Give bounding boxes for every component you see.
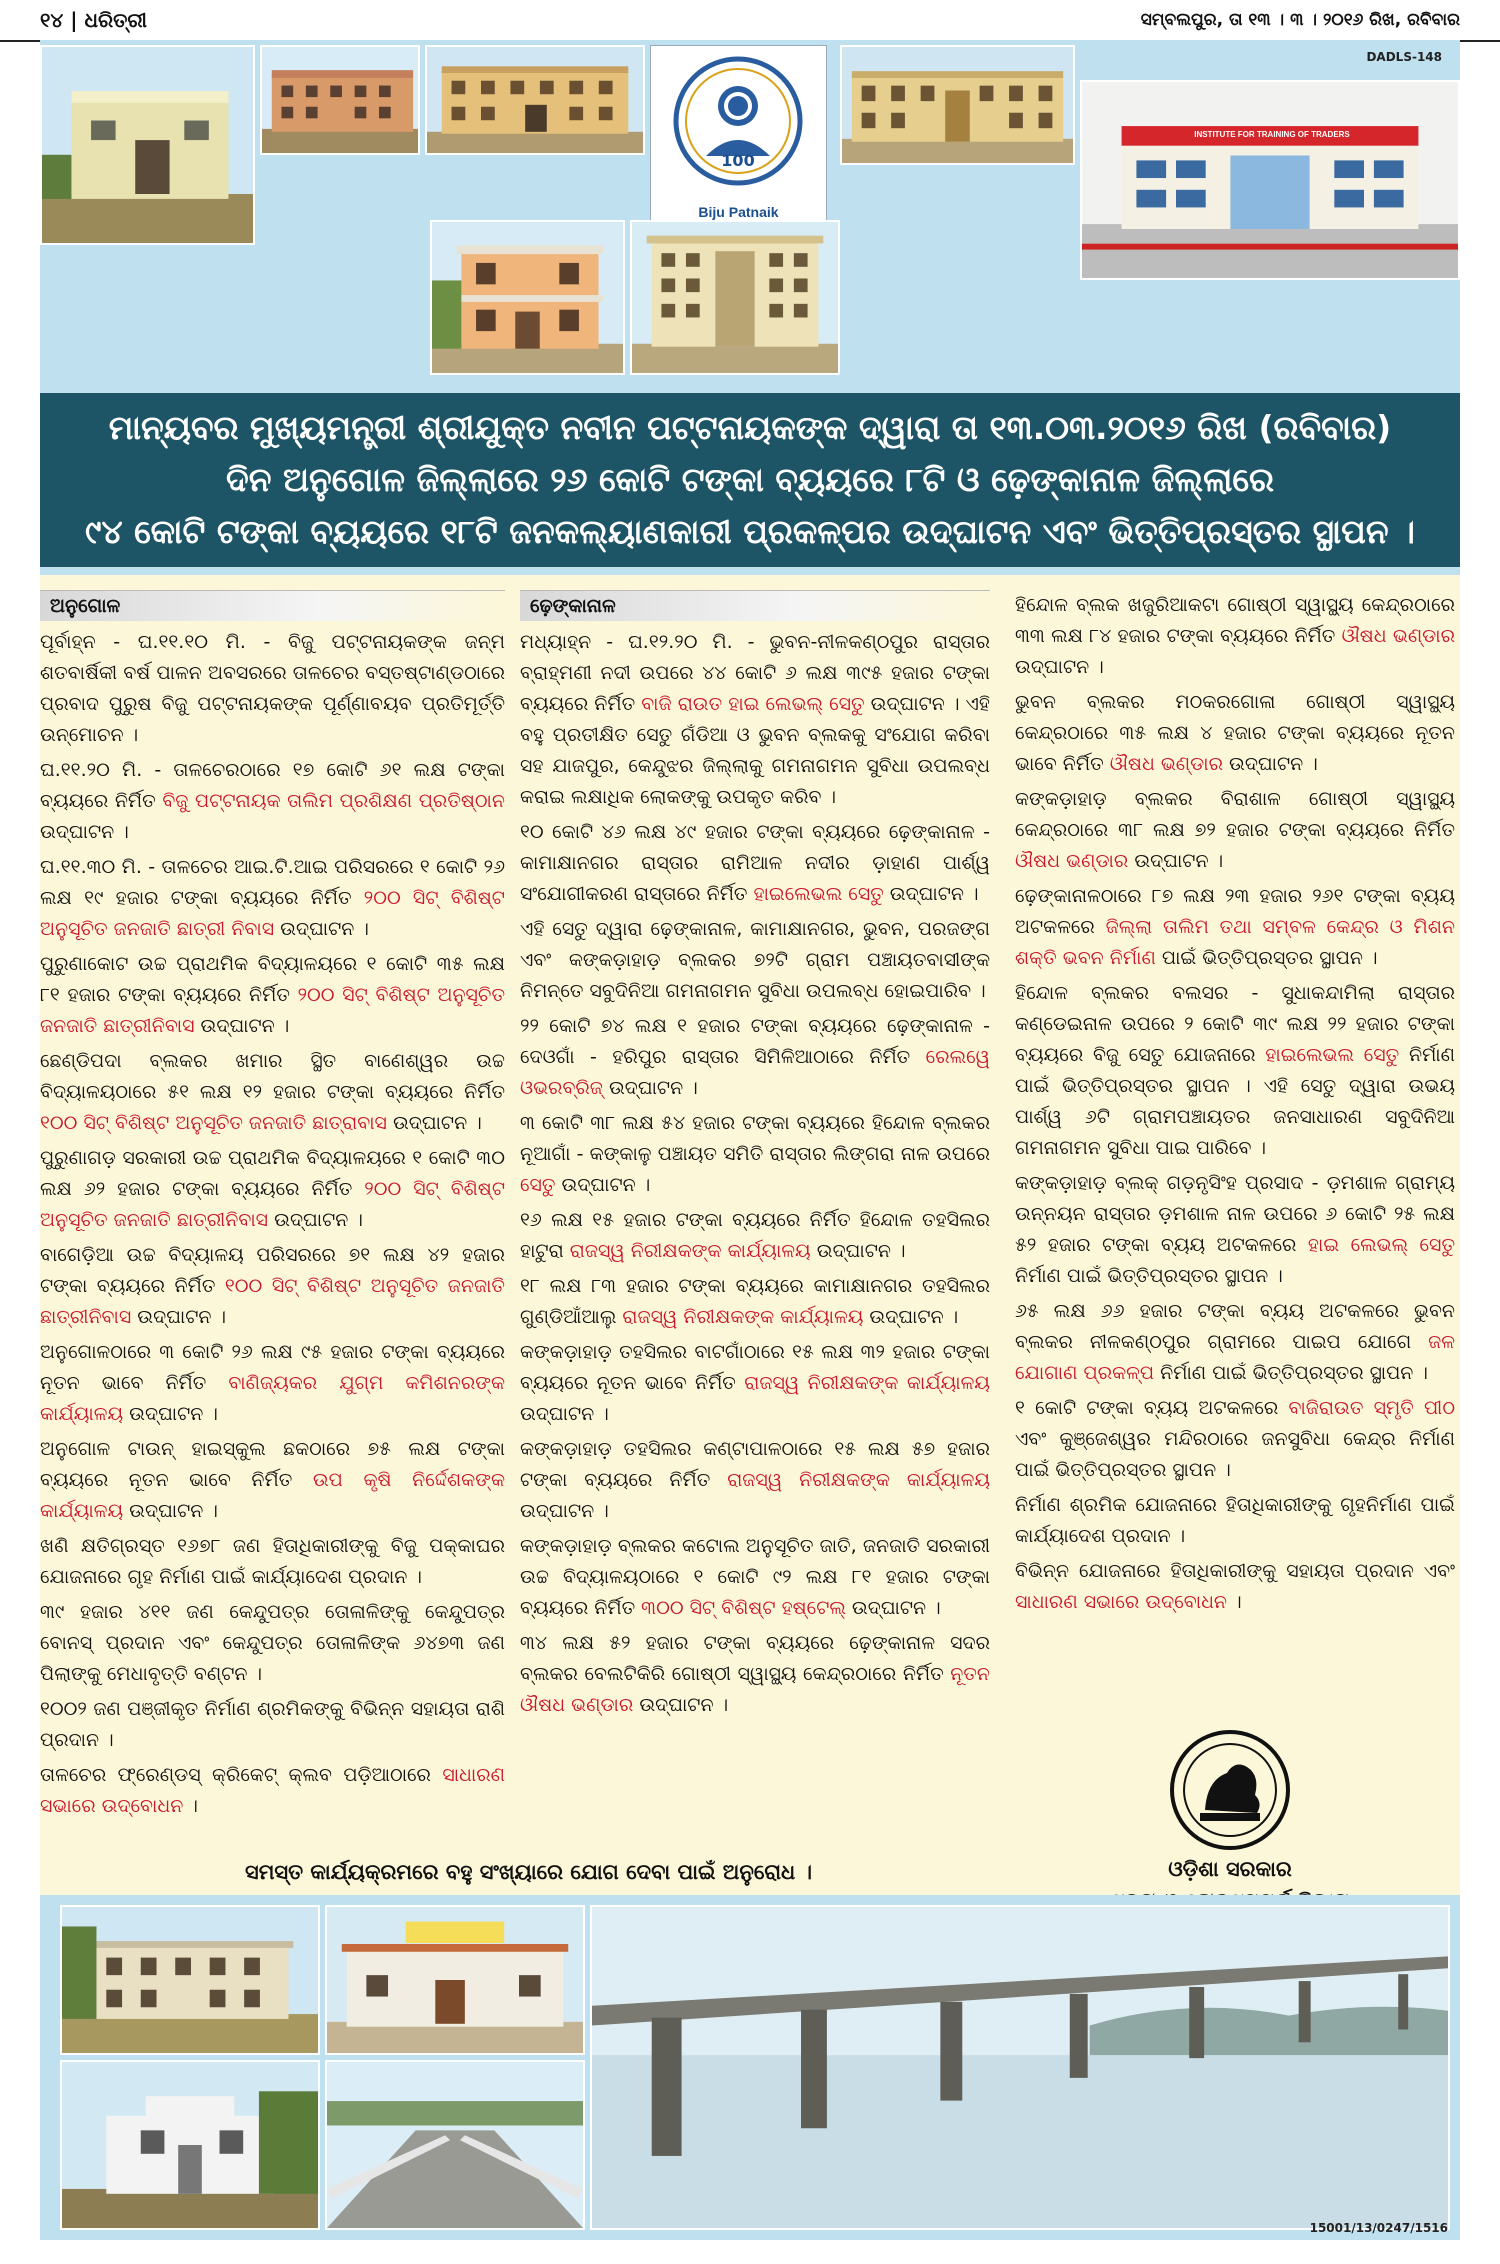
item-text: କଙ୍କଡ଼ାହାଡ଼ ତହସିଲର ବାଟଗାଁଠାରେ ୧୫ ଲକ୍ଷ ୩୨ ହଜାର ଟଙ୍କା ବ୍ୟୟରେ ନୂତନ ଭାବେ ନିର୍ମିତ bbox=[520, 1341, 990, 1394]
angul-item bbox=[40, 1143, 505, 1236]
appeal-text: ସମସ୍ତ କାର୍ଯ୍ୟକ୍ରମରେ ବହୁ ସଂଖ୍ୟାରେ ଯୋଗ ଦେବା ପାଇଁ ଅନୁରୋଧ । bbox=[245, 1860, 813, 1884]
item-text: ୩୯ ହଜାର ୪୧୧ ଜଣ କେନ୍ଦୁପତ୍ର ତୋଳାଳିଙ୍କୁ କେନ୍ଦୁପତ୍ର ବୋନସ୍ ପ୍ରଦାନ ଏବଂ କେନ୍ଦୁପତ୍ର ତୋଳାଳିଙ୍କ ୬୪୭୩ ଜଣ ପିଲାଙ୍କୁ ମେଧାବୃତ୍ତି ବଣ୍ଟନ । bbox=[40, 1601, 505, 1685]
dhenkanal-item bbox=[520, 1434, 990, 1527]
item-text: ପୁରୁଣାକୋଟ ଉଚ୍ଚ ପ୍ରାଥମିକ ବିଦ୍ୟାଳୟରେ ୧ କୋଟି ୩୫ ଲକ୍ଷ ୮୧ ହଜାର ଟଙ୍କା ବ୍ୟୟରେ ନିର୍ମିତ bbox=[40, 953, 505, 1006]
dhenkanal-item bbox=[1015, 1556, 1455, 1618]
item-text: ୩୪ ଲକ୍ଷ ୫୨ ହଜାର ଟଙ୍କା ବ୍ୟୟରେ ଢ଼େଙ୍କାନାଳ ସଦର ବ୍ଲକର ବେଲଟିକିରି ଗୋଷ୍ଠୀ ସ୍ୱାସ୍ଥ୍ୟ କେନ୍ଦ୍ରଠାରେ ନିର୍ମିତ bbox=[520, 1632, 990, 1685]
item-text: ଛେଣ୍ଡିପଦା ବ୍ଲକର ଖମାର ସ୍ଥିତ ବାଣେଶ୍ୱର ଉଚ୍ଚ ବିଦ୍ୟାଳୟଠାରେ ୫୧ ଲକ୍ଷ ୧୨ ହଜାର ଟଙ୍କା ବ୍ୟୟରେ ନିର୍ମିତ bbox=[40, 1050, 505, 1103]
building-photo-6 bbox=[630, 220, 840, 375]
dhenkanal-list-continued bbox=[1015, 590, 1455, 1618]
ad-code: DADLS-148 bbox=[1366, 50, 1442, 64]
angul-item bbox=[40, 1337, 505, 1430]
angul-column bbox=[40, 590, 505, 1826]
building-photo-3 bbox=[425, 45, 645, 155]
dhenkanal-item bbox=[520, 1205, 990, 1267]
item-text: ଢ଼େଙ୍କାନାଳଠାରେ ୮୭ ଲକ୍ଷ ୨୩ ହଜାର ୨୬୧ ଟଙ୍କା ବ୍ୟୟ ଅଟକଳରେ bbox=[1015, 885, 1455, 938]
item-text: ବାଗେଡ଼ିଆ ଉଚ୍ଚ ବିଦ୍ୟାଳୟ ପରିସରରେ ୭୧ ଲକ୍ଷ ୪୨ ହଜାର ଟଙ୍କା ବ୍ୟୟରେ ନିର୍ମିତ bbox=[40, 1244, 505, 1297]
dhenkanal-item bbox=[520, 914, 990, 1007]
dhenkanal-item bbox=[520, 1531, 990, 1624]
item-highlight: ବାଜି ରାଉତ ହାଇ ଲେଭଲ୍ ସେତୁ bbox=[641, 693, 865, 715]
item-text: ୩ କୋଟି ୩୮ ଲକ୍ଷ ୫୪ ହଜାର ଟଙ୍କା ବ୍ୟୟରେ ହିନ୍ଦୋଳ ବ୍ଲକର ନୂଆଗାଁ - କଙ୍କାଳୁ ପଞ୍ଚାୟତ ସମିତି ରାସ୍ତାର ଲିଙ୍ଗରା ନାଳ ଉପରେ bbox=[520, 1112, 990, 1165]
item-highlight: ଔଷଧ ଭଣ୍ଡାର bbox=[1109, 753, 1223, 775]
item-tail: ଉଦ୍‌ଘାଟନ । bbox=[131, 1306, 227, 1328]
item-highlight: ବାଜିରାଉତ ସ୍ମୃତି ପୀଠ bbox=[1288, 1397, 1455, 1419]
angul-item bbox=[40, 627, 505, 751]
item-highlight: ରାଜସ୍ୱ ନିରୀକ୍ଷକଙ୍କ କାର୍ଯ୍ୟାଳୟ bbox=[744, 1372, 990, 1394]
item-highlight: ୨୦୦ ସିଟ୍ ବିଶିଷ୍ଟ ଅନୁସୂଚିତ ଜନଜାତି ଛାତ୍ରୀନିବାସ bbox=[40, 984, 505, 1037]
dhenkanal-item bbox=[1015, 978, 1455, 1164]
dhenkanal-item bbox=[520, 1108, 990, 1201]
item-text: ଘ.୧୧.୩୦ ମି. - ତାଳଚେର ଆଇ.ଟି.ଆଇ ପରିସରରେ ୧ କୋଟି ୨୬ ଲକ୍ଷ ୧୯ ହଜାର ଟଙ୍କା ବ୍ୟୟରେ ନିର୍ମିତ bbox=[40, 856, 505, 909]
item-highlight: ହାଇ ଲେଭଲ୍ ସେତୁ bbox=[1307, 1234, 1455, 1256]
item-text: ୧୦୦୨ ଜଣ ପଞ୍ଜୀକୃତ ନିର୍ମାଣ ଶ୍ରମିକଙ୍କୁ ବିଭିନ୍ନ ସହାୟତା ରାଶି ପ୍ରଦାନ । bbox=[40, 1698, 505, 1751]
item-text: ହିନ୍ଦୋଳ ବ୍ଲକ ଖଜୁରିଆକଟା ଗୋଷ୍ଠୀ ସ୍ୱାସ୍ଥ୍ୟ କେନ୍ଦ୍ରଠାରେ ୩୩ ଲକ୍ଷ ୮୪ ହଜାର ଟଙ୍କା ବ୍ୟୟରେ ନିର୍ମିତ bbox=[1015, 594, 1455, 647]
item-highlight: ବାଣିଜ୍ୟକର ଯୁଗ୍ମ କମିଶନରଙ୍କ କାର୍ଯ୍ୟାଳୟ bbox=[40, 1372, 505, 1425]
dhenkanal-column bbox=[520, 590, 990, 1725]
item-highlight: ଔଷଧ ଭଣ୍ଡାର bbox=[1015, 850, 1129, 872]
angul-item bbox=[40, 1531, 505, 1593]
item-highlight: ୨୦୦ ସିଟ୍ ବିଶିଷ୍ଟ ଅନୁସୂଚିତ ଜନଜାତି ଛାତ୍ରୀ ନିବାସ bbox=[40, 887, 505, 940]
bottom-code: 15001/13/0247/1516 bbox=[1309, 2221, 1448, 2235]
building-photo-institute bbox=[1080, 80, 1460, 280]
item-text: ଖଣି କ୍ଷତିଗ୍ରସ୍ତ ୧୬୭୮ ଜଣ ହିତାଧିକାରୀଙ୍କୁ ବିଜୁ ପକ୍କାଘର ଯୋଜନାରେ ଗୃହ ନିର୍ମାଣ ପାଇଁ କାର୍ଯ୍ୟାଦେଶ ପ୍ରଦାନ । bbox=[40, 1535, 505, 1588]
item-tail: ଉଦ୍‌ଘାଟନ । bbox=[123, 1500, 218, 1522]
item-highlight: ୧୦୦ ସିଟ୍ ବିଶିଷ୍ଟ ଅନୁସୂଚିତ ଜନଜାତି ଛାତ୍ରାବାସ bbox=[40, 1112, 387, 1134]
dhenkanal-column-continued bbox=[1015, 590, 1455, 1622]
dhenkanal-item bbox=[520, 1011, 990, 1104]
item-tail: ଉଦ୍‌ଘାଟନ । bbox=[123, 1403, 218, 1425]
dhenkanal-item bbox=[1015, 1296, 1455, 1389]
item-tail: ଉଦ୍‌ଘାଟନ । bbox=[194, 1015, 290, 1037]
item-highlight: ରାଜସ୍ୱ ନିରୀକ୍ଷକଙ୍କ କାର୍ଯ୍ୟାଳୟ bbox=[622, 1306, 864, 1328]
institute-sign: INSTITUTE FOR TRAINING OF TRADERS bbox=[1194, 130, 1350, 139]
dhenkanal-item bbox=[1015, 1168, 1455, 1292]
item-tail: ଉଦ୍‌ଘାଟନ । bbox=[520, 1500, 609, 1522]
page-header bbox=[0, 0, 1500, 42]
dhenkanal-item bbox=[1015, 1490, 1455, 1552]
item-highlight: ହାଇଲେଭଲ ସେତୁ bbox=[1265, 1044, 1400, 1066]
headline-line-2: ଦିନ ଅନୁଗୋଳ ଜିଲ୍ଲାରେ ୨୬ କୋଟି ଟଙ୍କା ବ୍ୟୟରେ ୮ଟି ଓ ଢ଼େଙ୍କାନାଳ ଜିଲ୍ଲାରେ bbox=[226, 460, 1274, 499]
item-tail: ଉଦ୍‌ଘାଟନ । bbox=[602, 1077, 698, 1099]
item-text: ୧୮ ଲକ୍ଷ ୮୩ ହଜାର ଟଙ୍କା ବ୍ୟୟରେ କାମାକ୍ଷାନଗର ତହସିଲର ଗୁଣ୍ଡିଆଁଆଲୁ bbox=[520, 1275, 990, 1328]
dhenkanal-item bbox=[520, 1628, 990, 1721]
item-highlight: ସାଧାରଣ ସଭାରେ ଉଦ୍‌ବୋଧନ bbox=[40, 1764, 505, 1817]
top-photo-band bbox=[40, 40, 1460, 385]
item-text: ୧୦ କୋଟି ୪୬ ଲକ୍ଷ ୪୯ ହଜାର ଟଙ୍କା ବ୍ୟୟରେ ଢ଼େଙ୍କାନାଳ - କାମାକ୍ଷାନଗର ରାସ୍ତାର ରାମିଆଳ ନଦୀର ଡ଼ାହାଣ ପାର୍ଶ୍ୱ ସଂଯୋଗୀକରଣ ରାସ୍ତାରେ ନିର୍ମିତ bbox=[520, 821, 990, 905]
item-highlight: ରାଜସ୍ୱ ନିରୀକ୍ଷକଙ୍କ କାର୍ଯ୍ୟାଳୟ bbox=[569, 1240, 811, 1262]
item-text: ଅନୁଗୋଳଠାରେ ୩ କୋଟି ୨୬ ଲକ୍ଷ ୯୫ ହଜାର ଟଙ୍କା ବ୍ୟୟରେ ନୂତନ ଭାବେ ନିର୍ମିତ bbox=[40, 1341, 505, 1394]
item-tail: ଉଦ୍‌ଘାଟନ । bbox=[40, 821, 129, 843]
item-highlight: ଜଳ ଯୋଗାଣ ପ୍ରକଳ୍ପ bbox=[1015, 1331, 1455, 1384]
dhenkanal-list bbox=[520, 627, 990, 1721]
bottom-photo-2 bbox=[325, 1905, 585, 2055]
item-highlight: ନୂତନ ଔଷଧ ଭଣ୍ଡାର bbox=[520, 1663, 990, 1716]
angul-item bbox=[40, 852, 505, 945]
item-tail: ଉଦ୍‌ଘାଟନ । bbox=[274, 918, 369, 940]
item-text: ଘ.୧୧.୨୦ ମି. - ତାଳଚେରଠାରେ ୧୭ କୋଟି ୬୧ ଲକ୍ଷ ଟଙ୍କା ବ୍ୟୟରେ ନିର୍ମିତ bbox=[40, 759, 505, 812]
bottom-photo-1 bbox=[60, 1905, 320, 2055]
headline-banner bbox=[40, 385, 1460, 575]
angul-item bbox=[40, 1597, 505, 1690]
dhenkanal-item bbox=[1015, 1393, 1455, 1486]
item-highlight: ସାଧାରଣ ସଭାରେ ଉଦ୍‌ବୋଧନ bbox=[1015, 1591, 1228, 1613]
building-photo-5 bbox=[430, 220, 625, 375]
dhenkanal-item bbox=[1015, 590, 1455, 683]
angul-item bbox=[40, 1240, 505, 1333]
item-text: କଙ୍କଡ଼ାହାଡ଼ ବ୍ଲକର କଟୋଲ ଅନୁସୂଚିତ ଜାତି, ଜନଜାତି ସରକାରୀ ଉଚ୍ଚ ବିଦ୍ୟାଳୟଠାରେ ୧ କୋଟି ୯୨ ଲକ୍ଷ ୮୧ ହଜାର ଟଙ୍କା ବ୍ୟୟରେ ନିର୍ମିତ bbox=[520, 1535, 990, 1619]
item-tail: ଉଦ୍‌ଘାଟନ । bbox=[810, 1240, 906, 1262]
item-highlight: ହାଇଲେଭଲ ସେତୁ bbox=[753, 883, 884, 905]
item-text: ତାଳଚେର ଫ୍ରେଣ୍ଡସ୍ କ୍ରିକେଟ୍ କ୍ଲବ ପଡ଼ିଆଠାରେ bbox=[40, 1764, 443, 1786]
item-highlight: ବିଜୁ ପଟ୍ଟନାୟକ ତାଲିମ ପ୍ରଶିକ୍ଷଣ ପ୍ରତିଷ୍ଠାନ bbox=[162, 790, 505, 812]
item-text: ୧୬ ଲକ୍ଷ ୧୫ ହଜାର ଟଙ୍କା ବ୍ୟୟରେ ନିର୍ମିତ ହିନ୍ଦୋଳ ତହସିଲର ହାଟୁରା bbox=[520, 1209, 990, 1262]
item-tail: ଉଦ୍‌ଘାଟନ । bbox=[633, 1694, 729, 1716]
item-tail: ଉଦ୍‌ଘାଟନ । bbox=[555, 1174, 651, 1196]
headline-box bbox=[40, 393, 1460, 567]
item-tail: ଉଦ୍‌ଘାଟନ । bbox=[845, 1597, 941, 1619]
item-tail: ନିର୍ମାଣ ପାଇଁ ଭିତ୍ତିପ୍ରସ୍ତର ସ୍ଥାପନ । bbox=[1015, 1265, 1283, 1287]
item-highlight: ଔଷଧ ଭଣ୍ଡାର bbox=[1341, 625, 1456, 647]
item-text: କଙ୍କଡ଼ାହାଡ଼ ତହସିଲର କଣ୍ଟାପାଳଠାରେ ୧୫ ଲକ୍ଷ ୫୭ ହଜାର ଟଙ୍କା ବ୍ୟୟରେ ନିର୍ମିତ bbox=[520, 1438, 990, 1491]
item-highlight: ରାଜସ୍ୱ ନିରୀକ୍ଷକଙ୍କ କାର୍ଯ୍ୟାଳୟ bbox=[727, 1469, 990, 1491]
item-tail: ନିର୍ମାଣ ପାଇଁ ଭିତ୍ତିପ୍ରସ୍ତର ସ୍ଥାପନ । ଏହି ସେତୁ ଦ୍ୱାରା ଉଭୟ ପାର୍ଶ୍ୱ ୬ଟି ଗ୍ରାମପଞ୍ଚାୟତର ଜନସାଧାରଣ ସବୁଦିନିଆ ଗମନାଗମନ ସୁବିଧା ପାଇ ପାରିବେ । bbox=[1015, 1044, 1455, 1159]
dhenkanal-item bbox=[520, 627, 990, 813]
dhenkanal-item bbox=[1015, 784, 1455, 877]
item-tail: ଉଦ୍‌ଘାଟନ । ଏହି ବହୁ ପ୍ରତୀକ୍ଷିତ ସେତୁ ଗଁଡିଆ ଓ ଭୁବନ ବ୍ଲକକୁ ସଂଯୋଗ କରିବା ସହ ଯାଜପୁର, କେନ୍ଦୁଝର ଜିଲ୍ଲାକୁ ଗମନାଗମନ ସୁବିଧା ଉପଲବ୍ଧ କରାଇ ଲକ୍ଷାଧିକ ଲୋକଙ୍କୁ ଉପକୃତ କରିବ । bbox=[520, 693, 990, 808]
item-text: କଙ୍କଡ଼ାହାଡ଼ ବ୍ଲକ୍ ଗଡ଼ନୃସିଂହ ପ୍ରସାଦ - ଡ଼ମଶାଳ ଗ୍ରାମ୍ୟ ଉନ୍ନୟନ ରାସ୍ତାର ଡ଼ମଶାଳ ନାଳ ଉପରେ ୬ କୋଟି ୨୫ ଲକ୍ଷ ୫୨ ହଜାର ଟଙ୍କା ବ୍ୟୟ ଅଟକଳରେ bbox=[1015, 1172, 1455, 1256]
item-tail: ଉଦ୍‌ଘାଟନ । bbox=[1222, 753, 1318, 775]
item-tail: ଉଦ୍‌ଘାଟନ । bbox=[268, 1209, 363, 1231]
odisha-govt-emblem-icon bbox=[1165, 1725, 1295, 1855]
angul-item bbox=[40, 1694, 505, 1756]
dhenkanal-item bbox=[1015, 687, 1455, 780]
item-text: ବିଭିନ୍ନ ଯୋଜନାରେ ହିତାଧିକାରୀଙ୍କୁ ସହାୟତା ପ୍ରଦାନ ଏବଂ bbox=[1015, 1560, 1455, 1582]
angul-item bbox=[40, 755, 505, 848]
announcement-body bbox=[40, 575, 1460, 1895]
item-highlight: ୩୦୦ ସିଟ୍ ବିଶିଷ୍ଟ ହଷ୍ଟେଲ୍ bbox=[641, 1597, 846, 1619]
item-tail: ଉଦ୍‌ଘାଟନ । bbox=[883, 883, 979, 905]
item-text: ଏହି ସେତୁ ଦ୍ୱାରା ଢ଼େଙ୍କାନାଳ, କାମାକ୍ଷାନଗର, ଭୁବନ, ପରଜଙ୍ଗ ଏବଂ କଙ୍କଡ଼ାହାଡ଼ ବ୍ଲକର ୭୨ଟି ଗ୍ରାମ ପଞ୍ଚାୟତବାସୀଙ୍କ ନିମନ୍ତେ ସବୁଦିନିଆ ଗମନାଗମନ ସୁବିଧା ଉପଲବ୍ଧ ହୋଇପାରିବ । bbox=[520, 918, 990, 1002]
dhenkanal-item bbox=[520, 1337, 990, 1430]
item-tail: ଉଦ୍‌ଘାଟନ । bbox=[386, 1112, 482, 1134]
dateline: ସମ୍ବଲପୁର, ତା ୧୩ । ୩ । ୨୦୧୬ ରିଖ, ରବିବାର bbox=[1140, 10, 1460, 30]
building-photo-1 bbox=[40, 45, 255, 245]
item-tail: ଉଦ୍‌ଘାଟନ । bbox=[520, 1403, 609, 1425]
bottom-photo-3 bbox=[60, 2060, 320, 2230]
dhenkanal-heading: ଢ଼େଙ୍କାନାଳ bbox=[520, 590, 990, 621]
item-text: ଭୁବନ ବ୍ଲକର ମଠକରଗୋଳା ଗୋଷ୍ଠୀ ସ୍ୱାସ୍ଥ୍ୟ କେନ୍ଦ୍ରଠାରେ ୩୫ ଲକ୍ଷ ୪ ହଜାର ଟଙ୍କା ବ୍ୟୟରେ ନୂତନ ଭାବେ ନିର୍ମିତ bbox=[1015, 691, 1455, 775]
biju-patnaik-portrait-icon bbox=[651, 46, 826, 196]
bottom-photo-4 bbox=[325, 2060, 585, 2230]
item-tail: ଉଦ୍‌ଘାଟନ । bbox=[863, 1306, 959, 1328]
building-photo-2 bbox=[260, 45, 420, 155]
logo-title: Biju Patnaik bbox=[698, 204, 779, 220]
item-text: ୧ କୋଟି ଟଙ୍କା ବ୍ୟୟ ଅଟକଳରେ bbox=[1015, 1397, 1289, 1419]
item-text: ପୂର୍ବାହ୍ନ - ଘ.୧୧.୧୦ ମି. - ବିଜୁ ପଟ୍ଟନାୟକଙ୍କ ଜନ୍ମ ଶତବାର୍ଷିକୀ ବର୍ଷ ପାଳନ ଅବସରରେ ତାଳଚେର ବସ୍ତଷ୍ଟାଣ୍ଡଠାରେ ପ୍ରବାଦ ପୁରୁଷ ବିଜୁ ପଟ୍ଟନାୟକଙ୍କ ପୂର୍ଣ୍ଣାବୟବ ପ୍ରତିମୂର୍ତ୍ତି ଉନ୍ମୋଚନ । bbox=[40, 631, 505, 746]
govt-line-1: ଓଡ଼ିଶା ସରକାର bbox=[1168, 1857, 1292, 1881]
headline-line-3: ୯୪ କୋଟି ଟଙ୍କା ବ୍ୟୟରେ ୧୮ଟି ଜନକଲ୍ୟାଣକାରୀ ପ୍ରକଳ୍ପର ଉଦ୍‌ଘାଟନ ଏବଂ ଭିତ୍ତିପ୍ରସ୍ତର ସ୍ଥାପନ । bbox=[85, 512, 1415, 551]
item-tail: ଏବଂ କୁଞ୍ଜେଶ୍ୱର ମନ୍ଦିରଠାରେ ଜନସୁବିଧା କେନ୍ଦ୍ର ନିର୍ମାଣ ପାଇଁ ଭିତ୍ତିପ୍ରସ୍ତର ସ୍ଥାପନ । bbox=[1015, 1428, 1455, 1481]
item-highlight: ରେଲୱେ ଓଭରବ୍ରିଜ୍ bbox=[520, 1046, 990, 1099]
item-text: ପୁରୁଣାଗଡ଼ ସରକାରୀ ଉଚ୍ଚ ପ୍ରାଥମିକ ବିଦ୍ୟାଳୟରେ ୧ କୋଟି ୩୦ ଲକ୍ଷ ୬୨ ହଜାର ଟଙ୍କା ବ୍ୟୟରେ ନିର୍ମିତ bbox=[40, 1147, 505, 1200]
item-tail: ନିର୍ମାଣ ପାଇଁ ଭିତ୍ତିପ୍ରସ୍ତର ସ୍ଥାପନ । bbox=[1154, 1362, 1428, 1384]
angul-item bbox=[40, 1760, 505, 1822]
angul-item bbox=[40, 1434, 505, 1527]
item-text: ମଧ୍ୟାହ୍ନ - ଘ.୧୨.୨୦ ମି. - ଭୁବନ-ନୀଳକଣ୍ଠପୁର ରାସ୍ତାର ବ୍ରାହ୍ମଣୀ ନଦୀ ଉପରେ ୪୪ କୋଟି ୬ ଲକ୍ଷ ୩୯୫ ହଜାର ଟଙ୍କା ବ୍ୟୟରେ ନିର୍ମିତ bbox=[520, 631, 990, 715]
headline-line-1: ମାନ୍ୟବର ମୁଖ୍ୟମନ୍ତ୍ରୀ ଶ୍ରୀଯୁକ୍ତ ନବୀନ ପଟ୍ଟନାୟକଙ୍କ ଦ୍ୱାରା ତା ୧୩.୦୩.୨୦୧୬ ରିଖ (ରବିବାର) bbox=[108, 408, 1392, 447]
angul-item bbox=[40, 1046, 505, 1139]
dhenkanal-item bbox=[520, 817, 990, 910]
item-highlight: ଉପ କୃଷି ନିର୍ଦ୍ଦେଶକଙ୍କ କାର୍ଯ୍ୟାଳୟ bbox=[40, 1469, 505, 1522]
bottom-photo-bridge bbox=[590, 1905, 1450, 2230]
angul-item bbox=[40, 949, 505, 1042]
page-number: ୧୪ | ଧରିତ୍ରୀ bbox=[40, 8, 147, 32]
svg-text:100: 100 bbox=[721, 151, 755, 170]
item-text: ଅନୁଗୋଳ ଟାଉନ୍ ହାଇସ୍କୁଲ ଛକଠାରେ ୭୫ ଲକ୍ଷ ଟଙ୍କା ବ୍ୟୟରେ ନୂତନ ଭାବେ ନିର୍ମିତ bbox=[40, 1438, 505, 1491]
item-text: ୨୨ କୋଟି ୭୪ ଲକ୍ଷ ୧ ହଜାର ଟଙ୍କା ବ୍ୟୟରେ ଢ଼େଙ୍କାନାଳ - ଦେଓଗାଁ - ହରିପୁର ରାସ୍ତାର ସିମିଳିଆଠାରେ ନିର୍ମିତ bbox=[520, 1015, 990, 1068]
bottom-photo-band bbox=[40, 1895, 1460, 2240]
angul-list bbox=[40, 627, 505, 1822]
item-highlight: ୨୦୦ ସିଟ୍ ବିଶିଷ୍ଟ ଅନୁସୂଚିତ ଜନଜାତି ଛାତ୍ରୀନିବାସ bbox=[40, 1178, 505, 1231]
item-tail: ଉଦ୍‌ଘାଟନ । bbox=[1128, 850, 1224, 872]
item-highlight: ୧୦୦ ସିଟ୍ ବିଶିଷ୍ଟ ଅନୁସୂଚିତ ଜନଜାତି ଛାତ୍ରୀନିବାସ bbox=[40, 1275, 505, 1328]
item-tail: । bbox=[183, 1795, 198, 1817]
dhenkanal-item bbox=[520, 1271, 990, 1333]
dhenkanal-item bbox=[1015, 881, 1455, 974]
item-highlight: ସେତୁ bbox=[520, 1174, 556, 1196]
item-text: ୬୫ ଲକ୍ଷ ୬୬ ହଜାର ଟଙ୍କା ବ୍ୟୟ ଅଟକଳରେ ଭୁବନ ବ୍ଲକର ନୀଳକଣ୍ଠପୁର ଗ୍ରାମରେ ପାଇପ ଯୋଗେ bbox=[1015, 1300, 1455, 1353]
item-text: ନିର୍ମାଣ ଶ୍ରମିକ ଯୋଜନାରେ ହିତାଧିକାରୀଙ୍କୁ ଗୃହନିର୍ମାଣ ପାଇଁ କାର୍ଯ୍ୟାଦେଶ ପ୍ରଦାନ । bbox=[1015, 1494, 1455, 1547]
item-tail: ପାଇଁ ଭିତ୍ତିପ୍ରସ୍ତର ସ୍ଥାପନ । bbox=[1155, 947, 1378, 969]
building-photo-4 bbox=[840, 45, 1075, 165]
item-tail: ଉଦ୍‌ଘାଟନ । bbox=[1015, 656, 1104, 678]
item-text: ହିନ୍ଦୋଳ ବ୍ଲକର ବଲସର - ସୁଧାକନ୍ଦାମିଲା ରାସ୍ତାର କଣ୍ଡେଇନାଳ ଉପରେ ୨ କୋଟି ୩୯ ଲକ୍ଷ ୨୨ ହଜାର ଟଙ୍କା ବ୍ୟୟରେ ବିଜୁ ସେତୁ ଯୋଜନାରେ bbox=[1015, 982, 1455, 1066]
item-text: କଙ୍କଡ଼ାହାଡ଼ ବ୍ଲକର ବିରାଶାଳ ଗୋଷ୍ଠୀ ସ୍ୱାସ୍ଥ୍ୟ କେନ୍ଦ୍ରଠାରେ ୩୮ ଲକ୍ଷ ୭୨ ହଜାର ଟଙ୍କା ବ୍ୟୟରେ ନିର୍ମିତ bbox=[1015, 788, 1455, 841]
angul-heading: ଅନୁଗୋଳ bbox=[40, 590, 505, 621]
item-highlight: ଜିଲ୍ଲା ତାଲିମ ତଥା ସମ୍ବଳ କେନ୍ଦ୍ର ଓ ମିଶନ ଶକ୍ତି ଭବନ ନିର୍ମାଣ bbox=[1015, 916, 1455, 969]
item-tail: । bbox=[1227, 1591, 1242, 1613]
